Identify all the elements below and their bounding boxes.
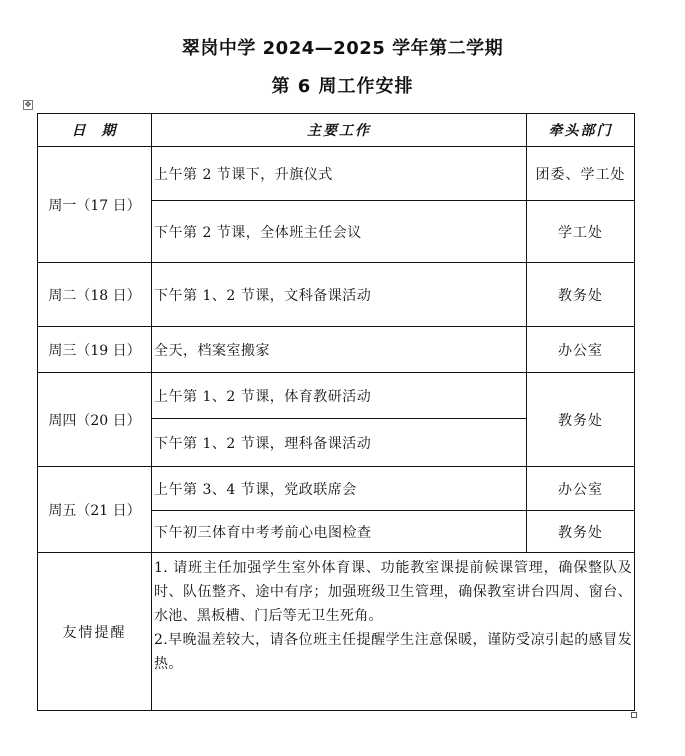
task-cell: 全天，档案室搬家: [152, 327, 527, 373]
document-title: 翠岗中学 2024—2025 学年第二学期: [181, 38, 504, 59]
column-header-department: 牵头部门: [527, 114, 635, 147]
task-cell: 下午初三体育中考考前心电图检查: [152, 511, 527, 553]
table-row: [38, 327, 635, 373]
reminder-line: 1. 请班主任加强学生室外体育课、功能教室课提前候课管理，确保整队及时、队伍整齐、途中有序；加强班级卫生管理，确保教室讲台四周、窗台、水池、黑板槽、门后等无卫生死角。: [154, 560, 632, 624]
department-cell: 学工处: [527, 201, 635, 263]
table-header-row: [38, 114, 635, 147]
date-cell: 周五（21 日）: [38, 467, 152, 553]
table-row: [38, 467, 635, 511]
department-cell: 团委、学工处: [527, 147, 635, 201]
reminder-row: [38, 553, 635, 711]
date-cell: 周一（17 日）: [38, 147, 152, 263]
department-cell: 办公室: [527, 327, 635, 373]
table-row: [38, 147, 635, 201]
schedule-table: [37, 113, 635, 711]
department-cell: 教务处: [527, 373, 635, 467]
date-cell: 周四（20 日）: [38, 373, 152, 467]
department-cell: 教务处: [527, 263, 635, 327]
task-cell: 上午第 2 节课下，升旗仪式: [152, 147, 527, 201]
table-resize-handle[interactable]: [631, 712, 637, 718]
reminder-line: 2.早晚温差较大，请各位班主任提醒学生注意保暖，谨防受凉引起的感冒发热。: [154, 632, 632, 672]
table-row: [38, 373, 635, 419]
task-cell: 下午第 1、2 节课，文科备课活动: [152, 263, 527, 327]
task-cell: 下午第 1、2 节课，理科备课活动: [152, 419, 527, 467]
reminder-label: 友情提醒: [38, 553, 152, 711]
table-move-handle-icon[interactable]: ✥: [24, 100, 32, 109]
date-cell: 周三（19 日）: [38, 327, 152, 373]
document-subtitle: 第 6 周工作安排: [271, 76, 414, 97]
column-header-main-work: 主要工作: [152, 114, 527, 147]
task-cell: 上午第 3、4 节课，党政联席会: [152, 467, 527, 511]
task-cell: 下午第 2 节课，全体班主任会议: [152, 201, 527, 263]
department-cell: 教务处: [527, 511, 635, 553]
department-cell: 办公室: [527, 467, 635, 511]
table-row: [38, 263, 635, 327]
date-cell: 周二（18 日）: [38, 263, 152, 327]
column-header-date: 日 期: [38, 114, 152, 147]
task-cell: 上午第 1、2 节课，体育教研活动: [152, 373, 527, 419]
reminder-content: [152, 553, 635, 711]
